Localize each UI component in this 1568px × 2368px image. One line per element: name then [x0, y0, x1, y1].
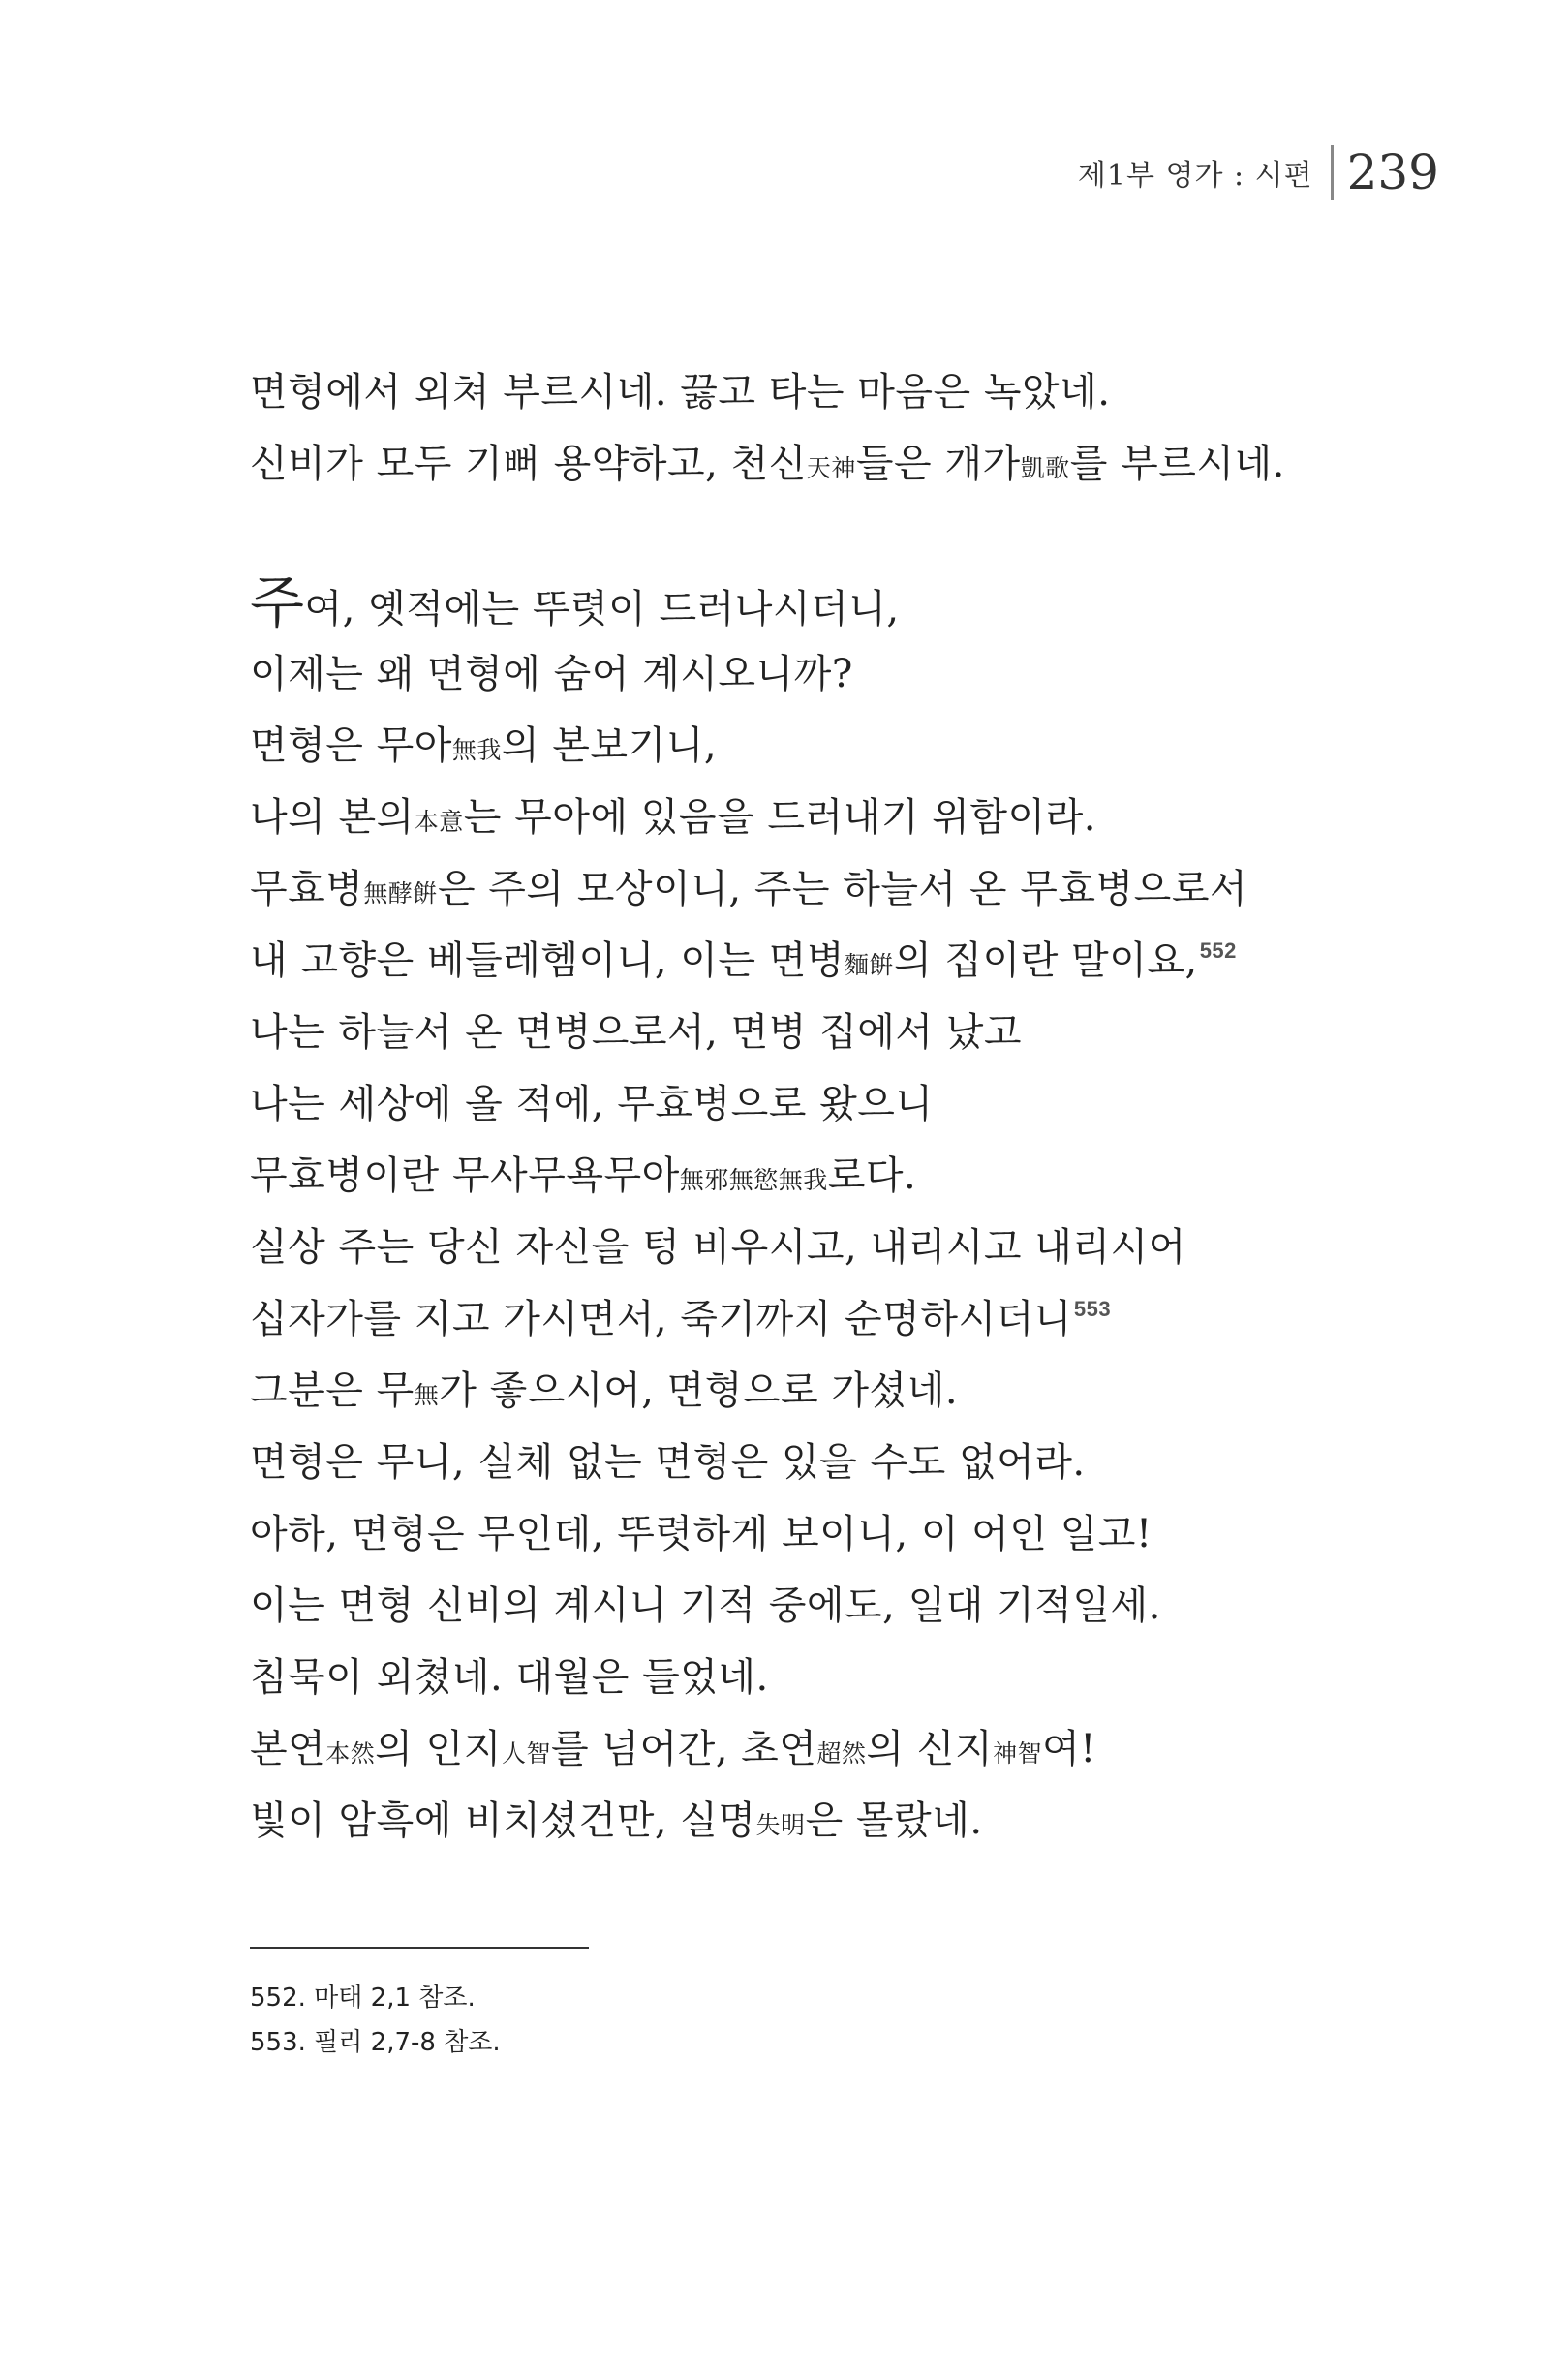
verse-line	[250, 356, 1285, 428]
verse-text: 를 넘어간, 초연	[550, 1727, 817, 1771]
verse-line	[250, 1570, 1247, 1642]
verse-line	[250, 1427, 1247, 1498]
verse-line	[250, 1785, 1247, 1857]
verse-text: 를 부르시네.	[1069, 442, 1285, 486]
verse-text: 은 몰랐네.	[805, 1799, 983, 1843]
hanja-gloss: 失明	[755, 1811, 806, 1839]
hanja-gloss: 無	[414, 1381, 440, 1409]
verse-text: 이는 면형 신비의 계시니 기적 중에도, 일대 기적일세.	[250, 1584, 1161, 1628]
verse-text: 여, 옛적에는 뚜렷이 드러나시더니,	[304, 587, 900, 631]
verse-text: 면형은 무니, 실체 없는 면형은 있을 수도 없어라.	[250, 1440, 1086, 1485]
verse-text: 가 좋으시어, 면형으로 가셨네.	[439, 1369, 959, 1413]
running-header	[1078, 145, 1439, 200]
verse-text: 아하, 면형은 무인데, 뚜렷하게 보이니, 이 어인 일고!	[250, 1512, 1153, 1556]
hanja-gloss: 無酵餠	[363, 879, 438, 907]
verse-line	[250, 1498, 1247, 1570]
page-number: 239	[1346, 144, 1439, 200]
header-divider	[1331, 145, 1334, 200]
header-title: 제1부 영가 : 시편	[1077, 159, 1313, 193]
hanja-gloss: 超然	[816, 1739, 867, 1768]
verse-line	[250, 997, 1247, 1068]
verse-text: 십자가를 지고 가시면서, 죽기까지 순명하시더니	[250, 1297, 1072, 1341]
verse-text: 의 본보기니,	[501, 723, 718, 768]
verse-line	[250, 1713, 1247, 1785]
stanza-2	[250, 567, 1247, 1857]
hanja-gloss: 無邪無慾無我	[679, 1166, 828, 1194]
verse-text: 들은 개가	[855, 442, 1021, 486]
verse-line	[250, 925, 1247, 997]
hanja-gloss: 天神	[806, 454, 856, 482]
verse-text: 는 무아에 있음을 드러내기 위함이라.	[463, 795, 1096, 840]
hanja-gloss: 神智	[993, 1739, 1043, 1768]
footnote-ref: 553	[1073, 1297, 1112, 1321]
footnote-rule	[250, 1947, 589, 1949]
footnote-553: 553. 필리 2,7-8 참조.	[250, 2028, 501, 2057]
verse-text: 그분은 무	[250, 1369, 415, 1413]
verse-line	[250, 1068, 1247, 1140]
verse-line	[250, 638, 1247, 710]
verse-text: 여!	[1042, 1727, 1096, 1771]
verse-line	[250, 1212, 1247, 1283]
verse-line	[250, 1355, 1247, 1427]
verse-text: 의 집이란 말이요,	[894, 938, 1198, 983]
verse-text: 로다.	[827, 1153, 917, 1198]
verse-line	[250, 1140, 1247, 1212]
verse-text: 빛이 암흑에 비치셨건만, 실명	[250, 1799, 756, 1843]
verse-line	[250, 1283, 1247, 1355]
verse-text: 신비가 모두 기뻐 용약하고, 천신	[250, 442, 807, 486]
verse-text: 본연	[250, 1727, 326, 1771]
verse-text: 나는 세상에 올 적에, 무효병으로 왔으니	[250, 1082, 934, 1126]
hanja-gloss: 本然	[325, 1739, 376, 1768]
hanja-gloss: 無我	[451, 736, 502, 764]
verse-text: 면형은 무아	[250, 723, 452, 768]
verse-text: 은 주의 모상이니, 주는 하늘서 온 무효병으로서	[437, 867, 1248, 911]
verse-text: 면형에서 외쳐 부르시네. 끓고 타는 마음은 녹았네.	[250, 370, 1111, 415]
verse-text: 의 인지	[375, 1727, 502, 1771]
verse-text: 나는 하늘서 온 면병으로서, 면병 집에서 났고	[250, 1010, 1023, 1055]
verse-line	[250, 853, 1247, 925]
verse-text: 의 신지	[866, 1727, 994, 1771]
verse-line	[250, 710, 1247, 782]
verse-line	[250, 567, 1247, 638]
verse-line	[250, 782, 1247, 853]
verse-text: 침묵이 외쳤네. 대월은 들었네.	[250, 1655, 769, 1700]
drop-cap: 주	[250, 569, 305, 635]
hanja-gloss: 本意	[414, 808, 464, 836]
verse-text: 실상 주는 당신 자신을 텅 비우시고, 내리시고 내리시어	[250, 1225, 1186, 1270]
footnote-ref: 552	[1199, 938, 1237, 963]
verse-text: 무효병이란 무사무욕무아	[250, 1153, 680, 1198]
hanja-gloss: 凱歌	[1020, 454, 1070, 482]
stanza-1	[250, 356, 1285, 500]
verse-line	[250, 1642, 1247, 1713]
verse-text: 이제는 왜 면형에 숨어 계시오니까?	[250, 652, 853, 696]
verse-text: 내 고향은 베들레헴이니, 이는 면병	[250, 938, 845, 983]
hanja-gloss: 人智	[501, 1739, 551, 1768]
verse-text: 무효병	[250, 867, 364, 911]
footnote-552: 552. 마태 2,1 참조.	[250, 1984, 476, 2013]
verse-line	[250, 428, 1285, 500]
footnotes	[250, 1976, 501, 2065]
verse-text: 나의 본의	[250, 795, 415, 840]
hanja-gloss: 麵餠	[845, 951, 895, 979]
